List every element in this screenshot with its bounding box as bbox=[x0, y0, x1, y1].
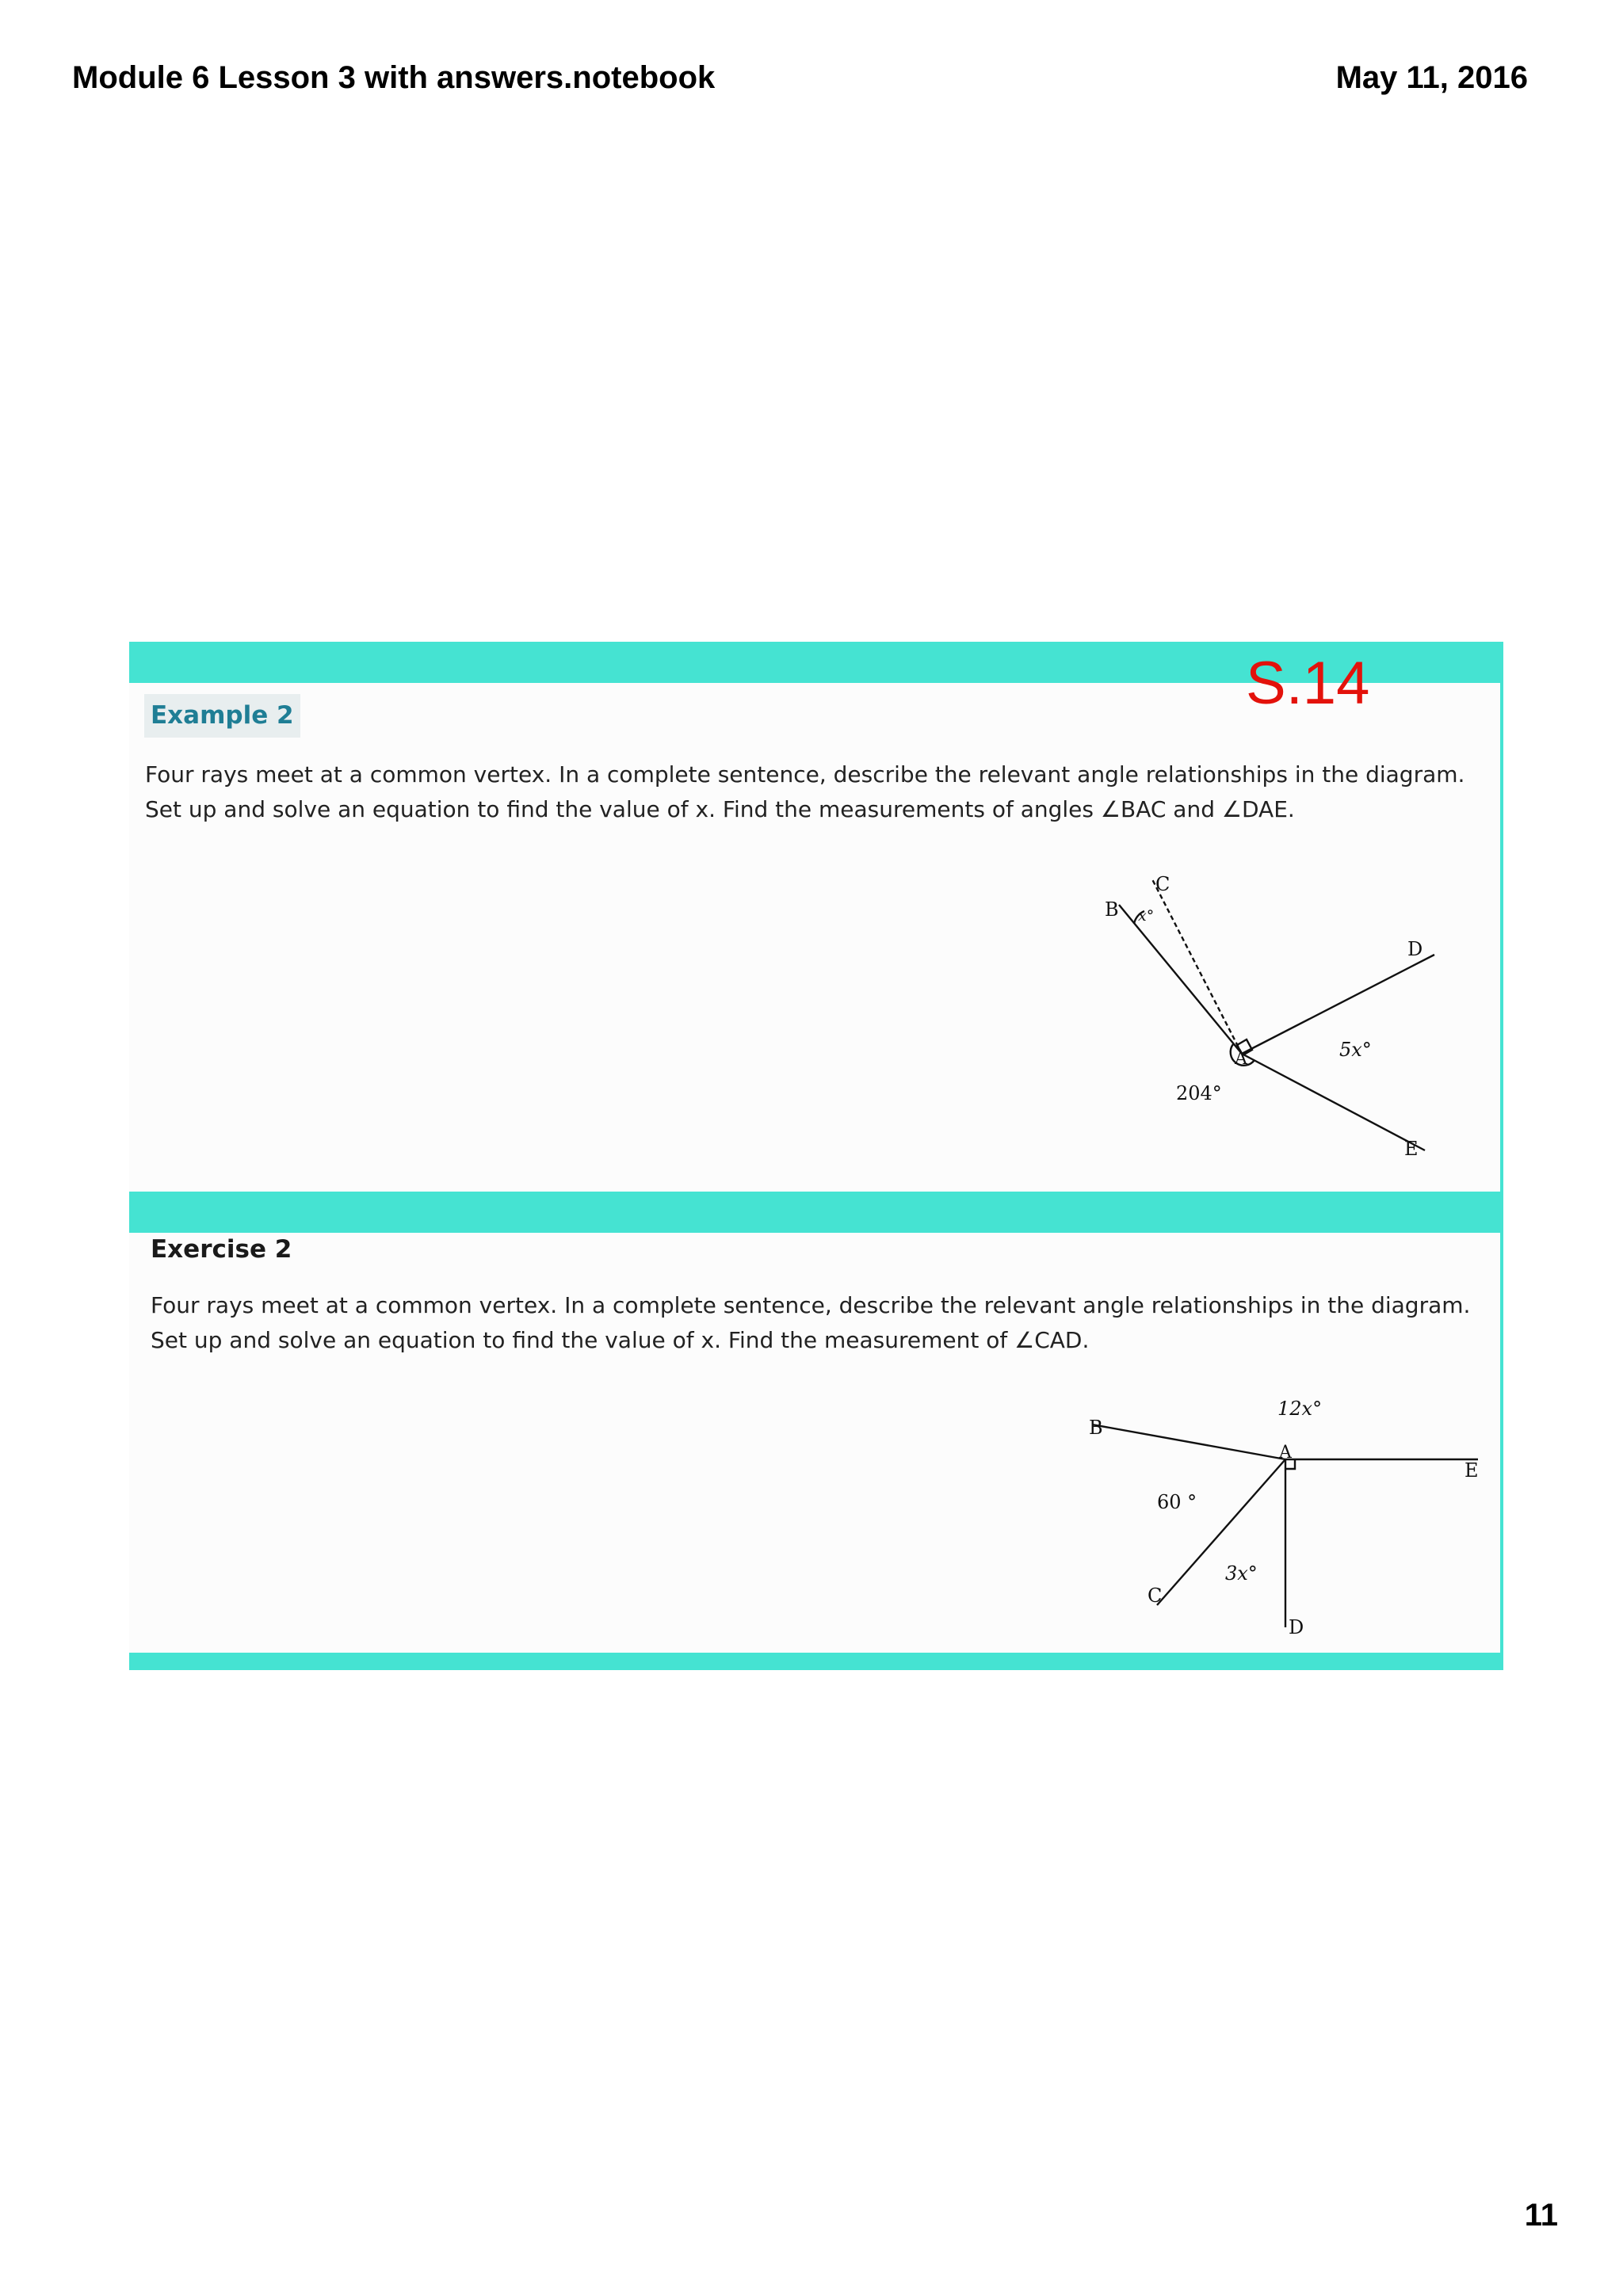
exercise-top-band bbox=[129, 1192, 1503, 1233]
page-number: 11 bbox=[1524, 2198, 1558, 2233]
ray-ac bbox=[1151, 878, 1242, 1054]
exercise-label-d: D bbox=[1289, 1616, 1304, 1638]
example-label-e: E bbox=[1404, 1138, 1419, 1160]
exercise-label-b: B bbox=[1089, 1417, 1103, 1439]
ray-ae bbox=[1242, 1054, 1425, 1150]
example-label-204: 204° bbox=[1176, 1082, 1222, 1104]
example-label-x: x° bbox=[1138, 907, 1155, 925]
example-label-b: B bbox=[1105, 898, 1119, 921]
ray-ab bbox=[1092, 1425, 1285, 1459]
example-instructions-line-2: Set up and solve an equation to find the value of x. Find the measurements of angles ∠BAC and ∠DAE. bbox=[145, 796, 1295, 822]
exercise-label-3x: 3x° bbox=[1225, 1562, 1258, 1585]
document-title: Module 6 Lesson 3 with answers.notebook bbox=[72, 60, 716, 95]
exercise-instructions-line-2: Set up and solve an equation to find the value of x. Find the measurement of ∠CAD. bbox=[151, 1327, 1090, 1353]
exercise-title: Exercise 2 bbox=[151, 1235, 292, 1264]
example-label-d: D bbox=[1407, 938, 1423, 960]
exercise-bottom-band bbox=[129, 1653, 1503, 1670]
example-instructions-line-1: Four rays meet at a common vertex. In a complete sentence, describe the relevant angle relationships in the diagram. bbox=[145, 761, 1465, 788]
ray-ad bbox=[1242, 955, 1434, 1054]
document-date: May 11, 2016 bbox=[1335, 60, 1528, 95]
exercise-label-60: 60 ° bbox=[1157, 1491, 1197, 1513]
ray-ac bbox=[1157, 1459, 1285, 1605]
example-label-5x: 5x° bbox=[1339, 1039, 1372, 1061]
example-label-c: C bbox=[1155, 873, 1170, 895]
example-label-a: A bbox=[1235, 1049, 1247, 1069]
example-title: Example 2 bbox=[144, 694, 300, 738]
exercise-label-a: A bbox=[1279, 1443, 1292, 1463]
slide-tag: S.14 bbox=[1246, 650, 1370, 717]
exercise-label-e: E bbox=[1465, 1459, 1479, 1482]
example-diagram bbox=[1094, 871, 1458, 1173]
exercise-instructions-line-1: Four rays meet at a common vertex. In a complete sentence, describe the relevant angle relationships in the diagram. bbox=[151, 1292, 1471, 1318]
exercise-diagram bbox=[1078, 1388, 1490, 1642]
exercise-label-c: C bbox=[1148, 1585, 1163, 1607]
exercise-instructions bbox=[151, 1288, 1470, 1358]
example-instructions bbox=[145, 757, 1465, 827]
exercise-label-12x: 12x° bbox=[1277, 1398, 1323, 1420]
ray-ab bbox=[1119, 905, 1242, 1054]
